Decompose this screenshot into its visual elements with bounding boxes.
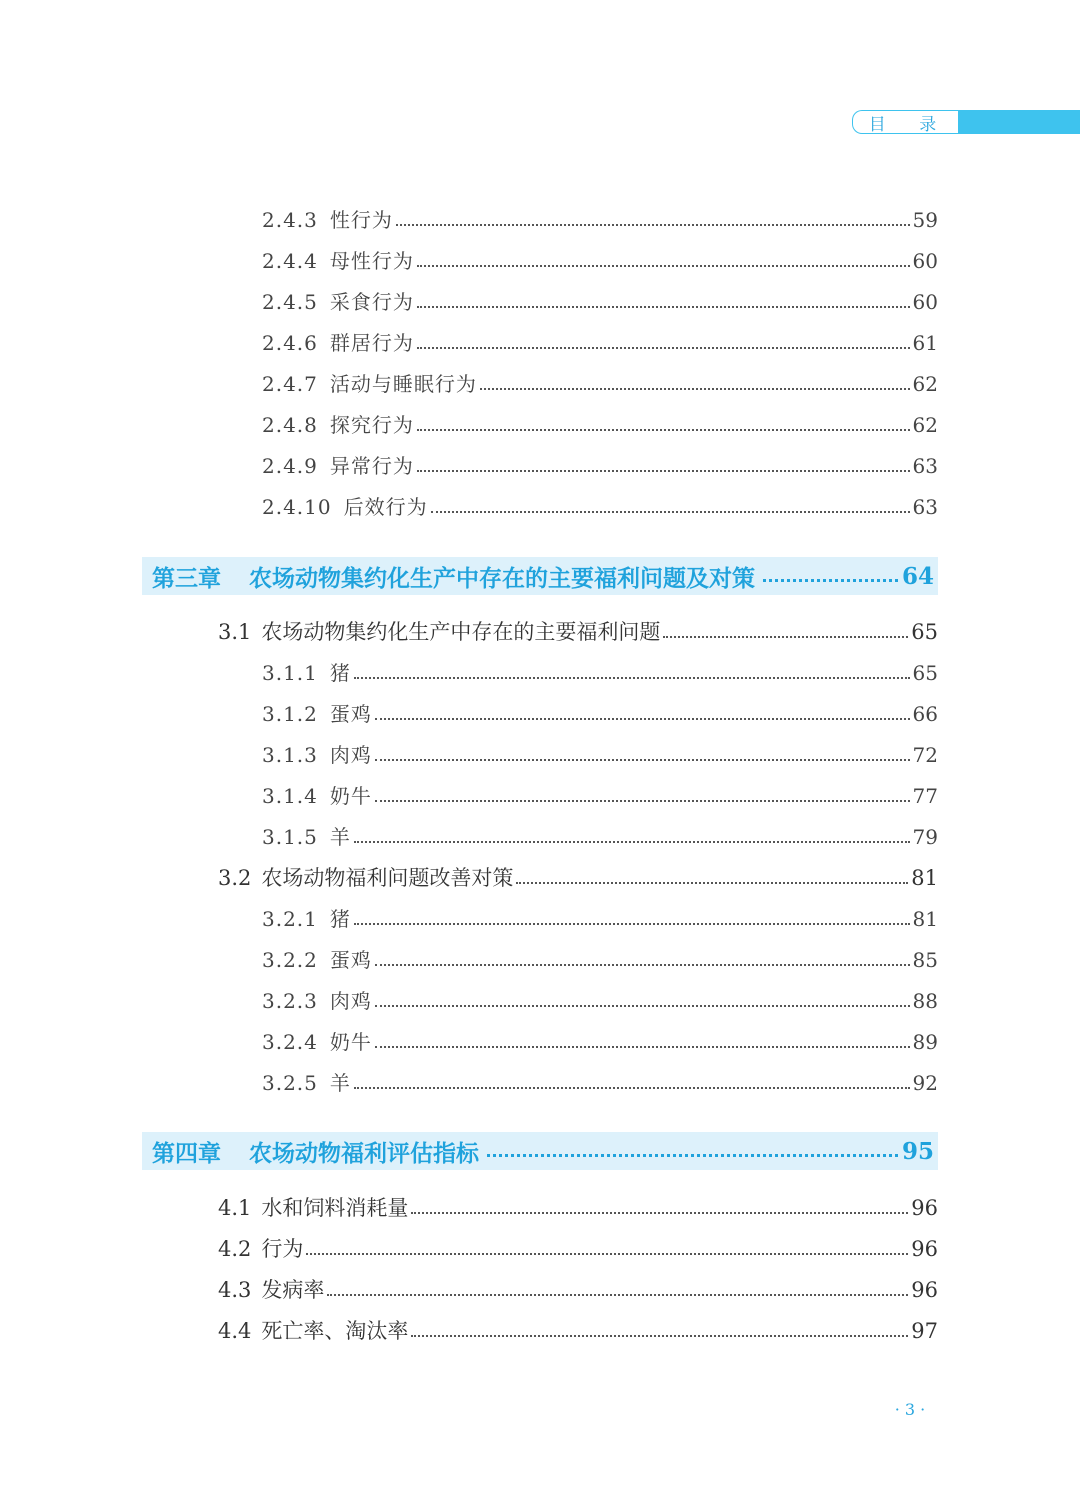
dot-leader — [354, 1087, 910, 1089]
entry-number: 2.4.3 — [262, 208, 318, 232]
chapter-heading[interactable] — [142, 557, 938, 595]
entry-title: 羊 — [329, 1071, 351, 1095]
entry-title: 异常行为 — [329, 454, 414, 478]
entry-number: 4.3 — [218, 1278, 252, 1302]
toc-entry[interactable] — [262, 809, 938, 849]
entry-page: 96 — [911, 1196, 938, 1220]
entry-page: 59 — [912, 208, 938, 232]
entry-number: 3.1.5 — [262, 825, 318, 849]
entry-number: 3.2.3 — [262, 989, 318, 1013]
entry-number: 3.2.5 — [262, 1071, 318, 1095]
page-number: · 3 · — [894, 1400, 926, 1419]
entry-title: 奶牛 — [329, 784, 372, 808]
entry-number: 3.2.2 — [262, 948, 318, 972]
entry-page: 85 — [912, 948, 938, 972]
toc-entry[interactable] — [262, 891, 938, 931]
entry-page: 60 — [912, 290, 938, 314]
entry-page: 92 — [912, 1071, 938, 1095]
toc-entry[interactable] — [262, 315, 938, 355]
entry-title: 肉鸡 — [329, 743, 372, 767]
entry-number: 2.4.9 — [262, 454, 318, 478]
header-accent-bar — [958, 110, 1080, 134]
entry-title: 行为 — [261, 1237, 304, 1261]
entry-title: 奶牛 — [329, 1030, 372, 1054]
entry-number: 3.1.1 — [262, 661, 318, 685]
entry-page: 81 — [912, 907, 938, 931]
entry-page: 66 — [912, 702, 938, 726]
entry-page: 65 — [912, 661, 938, 685]
toc-entry[interactable] — [218, 1221, 938, 1261]
toc-entry[interactable] — [262, 479, 938, 519]
entry-title: 死亡率、淘汰率 — [261, 1319, 409, 1343]
entry-title: 后效行为 — [343, 495, 428, 519]
entry-number: 2.4.8 — [262, 413, 318, 437]
entry-number: 3.2.4 — [262, 1030, 318, 1054]
dot-leader — [417, 470, 910, 472]
entry-number: 4.1 — [218, 1196, 252, 1220]
dot-leader — [417, 265, 910, 267]
toc-entry[interactable] — [262, 233, 938, 273]
entry-page: 72 — [912, 743, 938, 767]
dot-leader — [375, 800, 910, 802]
dot-leader — [763, 579, 898, 582]
toc-entry[interactable] — [262, 192, 938, 232]
entry-number: 3.1 — [218, 620, 252, 644]
toc-entry[interactable] — [262, 727, 938, 767]
toc-entry[interactable] — [218, 1180, 938, 1220]
chapter-number: 第四章 — [152, 1139, 221, 1167]
entry-page: 65 — [911, 620, 938, 644]
dot-leader — [375, 759, 910, 761]
chapter-heading[interactable] — [142, 1132, 938, 1170]
chapter-number: 第三章 — [152, 564, 221, 592]
dot-leader — [411, 1335, 908, 1337]
toc-entry[interactable] — [262, 768, 938, 808]
entry-title: 水和饲料消耗量 — [261, 1196, 409, 1220]
entry-number: 2.4.4 — [262, 249, 318, 273]
toc-entry[interactable] — [262, 645, 938, 685]
dot-leader — [396, 224, 910, 226]
toc-entry[interactable] — [218, 850, 938, 890]
dot-leader — [417, 347, 910, 349]
dot-leader — [663, 636, 908, 638]
entry-page: 61 — [912, 331, 938, 355]
toc-entry[interactable] — [262, 1055, 938, 1095]
entry-page: 60 — [912, 249, 938, 273]
entry-page: 97 — [911, 1319, 938, 1343]
entry-title: 农场动物集约化生产中存在的主要福利问题 — [261, 620, 661, 644]
toc-entry[interactable] — [262, 274, 938, 314]
entry-number: 2.4.6 — [262, 331, 318, 355]
toc-entry[interactable] — [262, 932, 938, 972]
dot-leader — [354, 841, 910, 843]
entry-title: 发病率 — [261, 1278, 325, 1302]
chapter-page: 95 — [901, 1137, 934, 1165]
entry-number: 4.4 — [218, 1319, 252, 1343]
entry-page: 63 — [912, 454, 938, 478]
header-tab: 目 录 — [852, 110, 958, 134]
entry-title: 采食行为 — [329, 290, 414, 314]
dot-leader — [487, 1154, 898, 1157]
entry-title: 群居行为 — [329, 331, 414, 355]
dot-leader — [375, 718, 910, 720]
toc-entry[interactable] — [218, 1303, 938, 1343]
dot-leader — [480, 388, 910, 390]
dot-leader — [354, 677, 910, 679]
entry-page: 62 — [912, 413, 938, 437]
entry-page: 89 — [912, 1030, 938, 1054]
entry-number: 3.2 — [218, 866, 252, 890]
dot-leader — [375, 1005, 910, 1007]
entry-page: 88 — [912, 989, 938, 1013]
toc-entry[interactable] — [218, 604, 938, 644]
entry-page: 79 — [912, 825, 938, 849]
entry-title: 性行为 — [329, 208, 393, 232]
entry-number: 3.1.3 — [262, 743, 318, 767]
dot-leader — [306, 1253, 908, 1255]
entry-title: 母性行为 — [329, 249, 414, 273]
entry-number: 3.1.2 — [262, 702, 318, 726]
toc-entry[interactable] — [262, 397, 938, 437]
entry-title: 猪 — [329, 661, 351, 685]
dot-leader — [411, 1212, 908, 1214]
chapter-page: 64 — [901, 562, 934, 590]
dot-leader — [354, 923, 910, 925]
entry-number: 4.2 — [218, 1237, 252, 1261]
entry-title: 羊 — [329, 825, 351, 849]
entry-page: 96 — [911, 1237, 938, 1261]
entry-title: 蛋鸡 — [329, 948, 372, 972]
entry-title: 蛋鸡 — [329, 702, 372, 726]
dot-leader — [417, 306, 910, 308]
dot-leader — [375, 964, 910, 966]
toc-entry[interactable] — [262, 356, 938, 396]
chapter-title: 农场动物集约化生产中存在的主要福利问题及对策 — [249, 564, 755, 592]
entry-number: 2.4.10 — [262, 495, 332, 519]
entry-page: 96 — [911, 1278, 938, 1302]
entry-number: 2.4.5 — [262, 290, 318, 314]
dot-leader — [516, 882, 908, 884]
toc-entry[interactable] — [218, 1262, 938, 1302]
entry-title: 探究行为 — [329, 413, 414, 437]
entry-number: 3.2.1 — [262, 907, 318, 931]
dot-leader — [431, 511, 910, 513]
dot-leader — [327, 1294, 908, 1296]
entry-title: 猪 — [329, 907, 351, 931]
toc-entry[interactable] — [262, 973, 938, 1013]
entry-title: 农场动物福利问题改善对策 — [261, 866, 514, 890]
toc-entry[interactable] — [262, 1014, 938, 1054]
entry-title: 肉鸡 — [329, 989, 372, 1013]
chapter-title: 农场动物福利评估指标 — [249, 1139, 479, 1167]
entry-page: 81 — [911, 866, 938, 890]
entry-number: 3.1.4 — [262, 784, 318, 808]
toc-entry[interactable] — [262, 438, 938, 478]
entry-page: 62 — [912, 372, 938, 396]
entry-page: 63 — [912, 495, 938, 519]
toc-entry[interactable] — [262, 686, 938, 726]
entry-page: 77 — [912, 784, 938, 808]
dot-leader — [375, 1046, 910, 1048]
dot-leader — [417, 429, 910, 431]
entry-title: 活动与睡眠行为 — [329, 372, 477, 396]
entry-number: 2.4.7 — [262, 372, 318, 396]
